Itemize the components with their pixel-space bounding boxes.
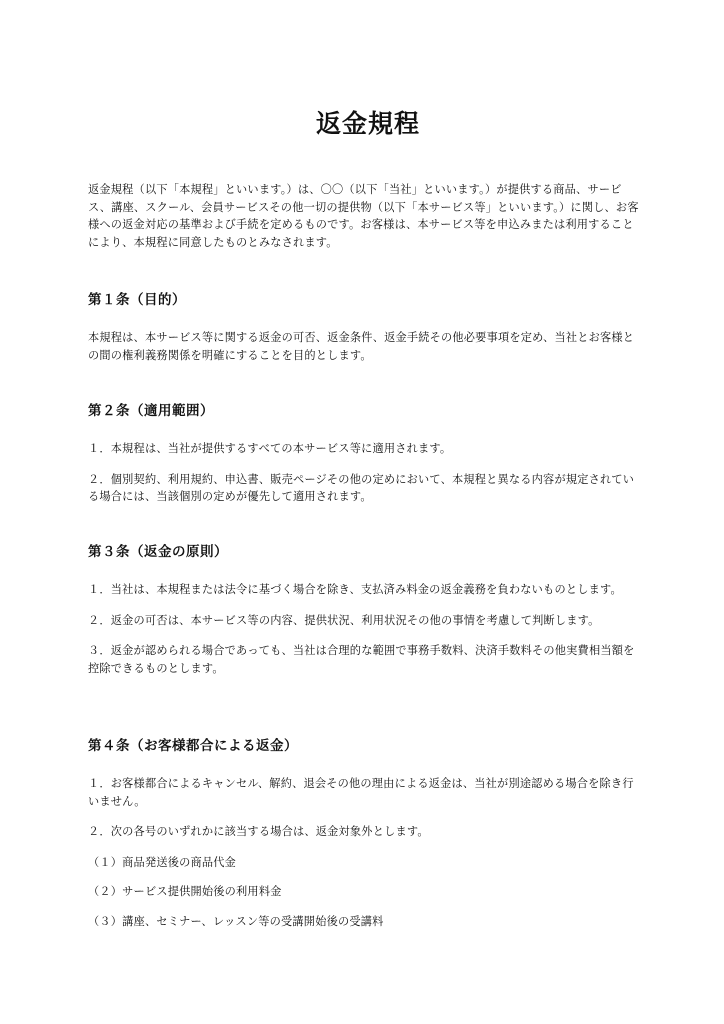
article-paragraph: ２．次の各号のいずれかに該当する場合は、返金対象外とします。: [88, 825, 429, 838]
article-paragraph: 本規程は、本サービス等に関する返金の可否、返金条件、返金手続その他必要事項を定め、当社とお客様との間の権利義務関係を明確にすることを目的とします。: [88, 331, 635, 362]
document-title: 返金規程: [315, 109, 420, 138]
article-paragraph: １．当社は、本規程または法令に基づく場合を除き、支払済み料金の返金義務を負わないものとします。: [88, 583, 622, 596]
list-item: （２）サービス提供開始後の利用料金: [88, 885, 282, 898]
article-4: [88, 737, 640, 942]
article-2: [88, 402, 640, 519]
article-heading: 第１条（目的）: [88, 292, 186, 308]
article-paragraph: ２．個別契約、利用規約、申込書、販売ページその他の定めにおいて、本規程と異なる内容が規定されている場合には、当該個別の定めが優先して適用されます。: [88, 472, 635, 503]
article-paragraph: １．本規程は、当社が提供するすべての本サービス等に適用されます。: [88, 442, 452, 455]
article-paragraph: ２．返金の可否は、本サービス等の内容、提供状況、利用状況その他の事情を考慮して判断します。: [88, 613, 600, 627]
article-heading: 第４条（お客様都合による返金）: [88, 738, 298, 754]
article-3: [88, 543, 640, 690]
article-paragraph: １．お客様都合によるキャンセル、解約、退会その他の理由による返金は、当社が別途認める場合を除き行いません。: [88, 777, 634, 808]
list-item: （１）商品発送後の商品代金: [88, 855, 237, 869]
article-1: [88, 291, 640, 377]
list-item: （３）講座、セミナー、レッスン等の受講開始後の受講料: [88, 914, 384, 928]
intro-paragraph: 返金規程（以下「本規程」といいます。）は、〇〇（以下「当社」といいます。）が提供する商品、サービス、講座、スクール、会員サービスその他一切の提供物（以下「本サービス等」といいます。）に関し、お客様への返金対応の基準および手続を定めるものです。お客様は、本サービス等を申込みまたは利用することにより、本規程に同意したものとみなされます。: [88, 183, 639, 249]
document-page: [88, 0, 648, 1024]
article-heading: 第２条（適用範囲）: [88, 403, 214, 419]
article-paragraph: ３．返金が認められる場合であっても、当社は合理的な範囲で事務手数料、決済手数料その他実費相当額を控除できるものとします。: [88, 644, 635, 675]
article-heading: 第３条（返金の原則）: [88, 544, 228, 560]
